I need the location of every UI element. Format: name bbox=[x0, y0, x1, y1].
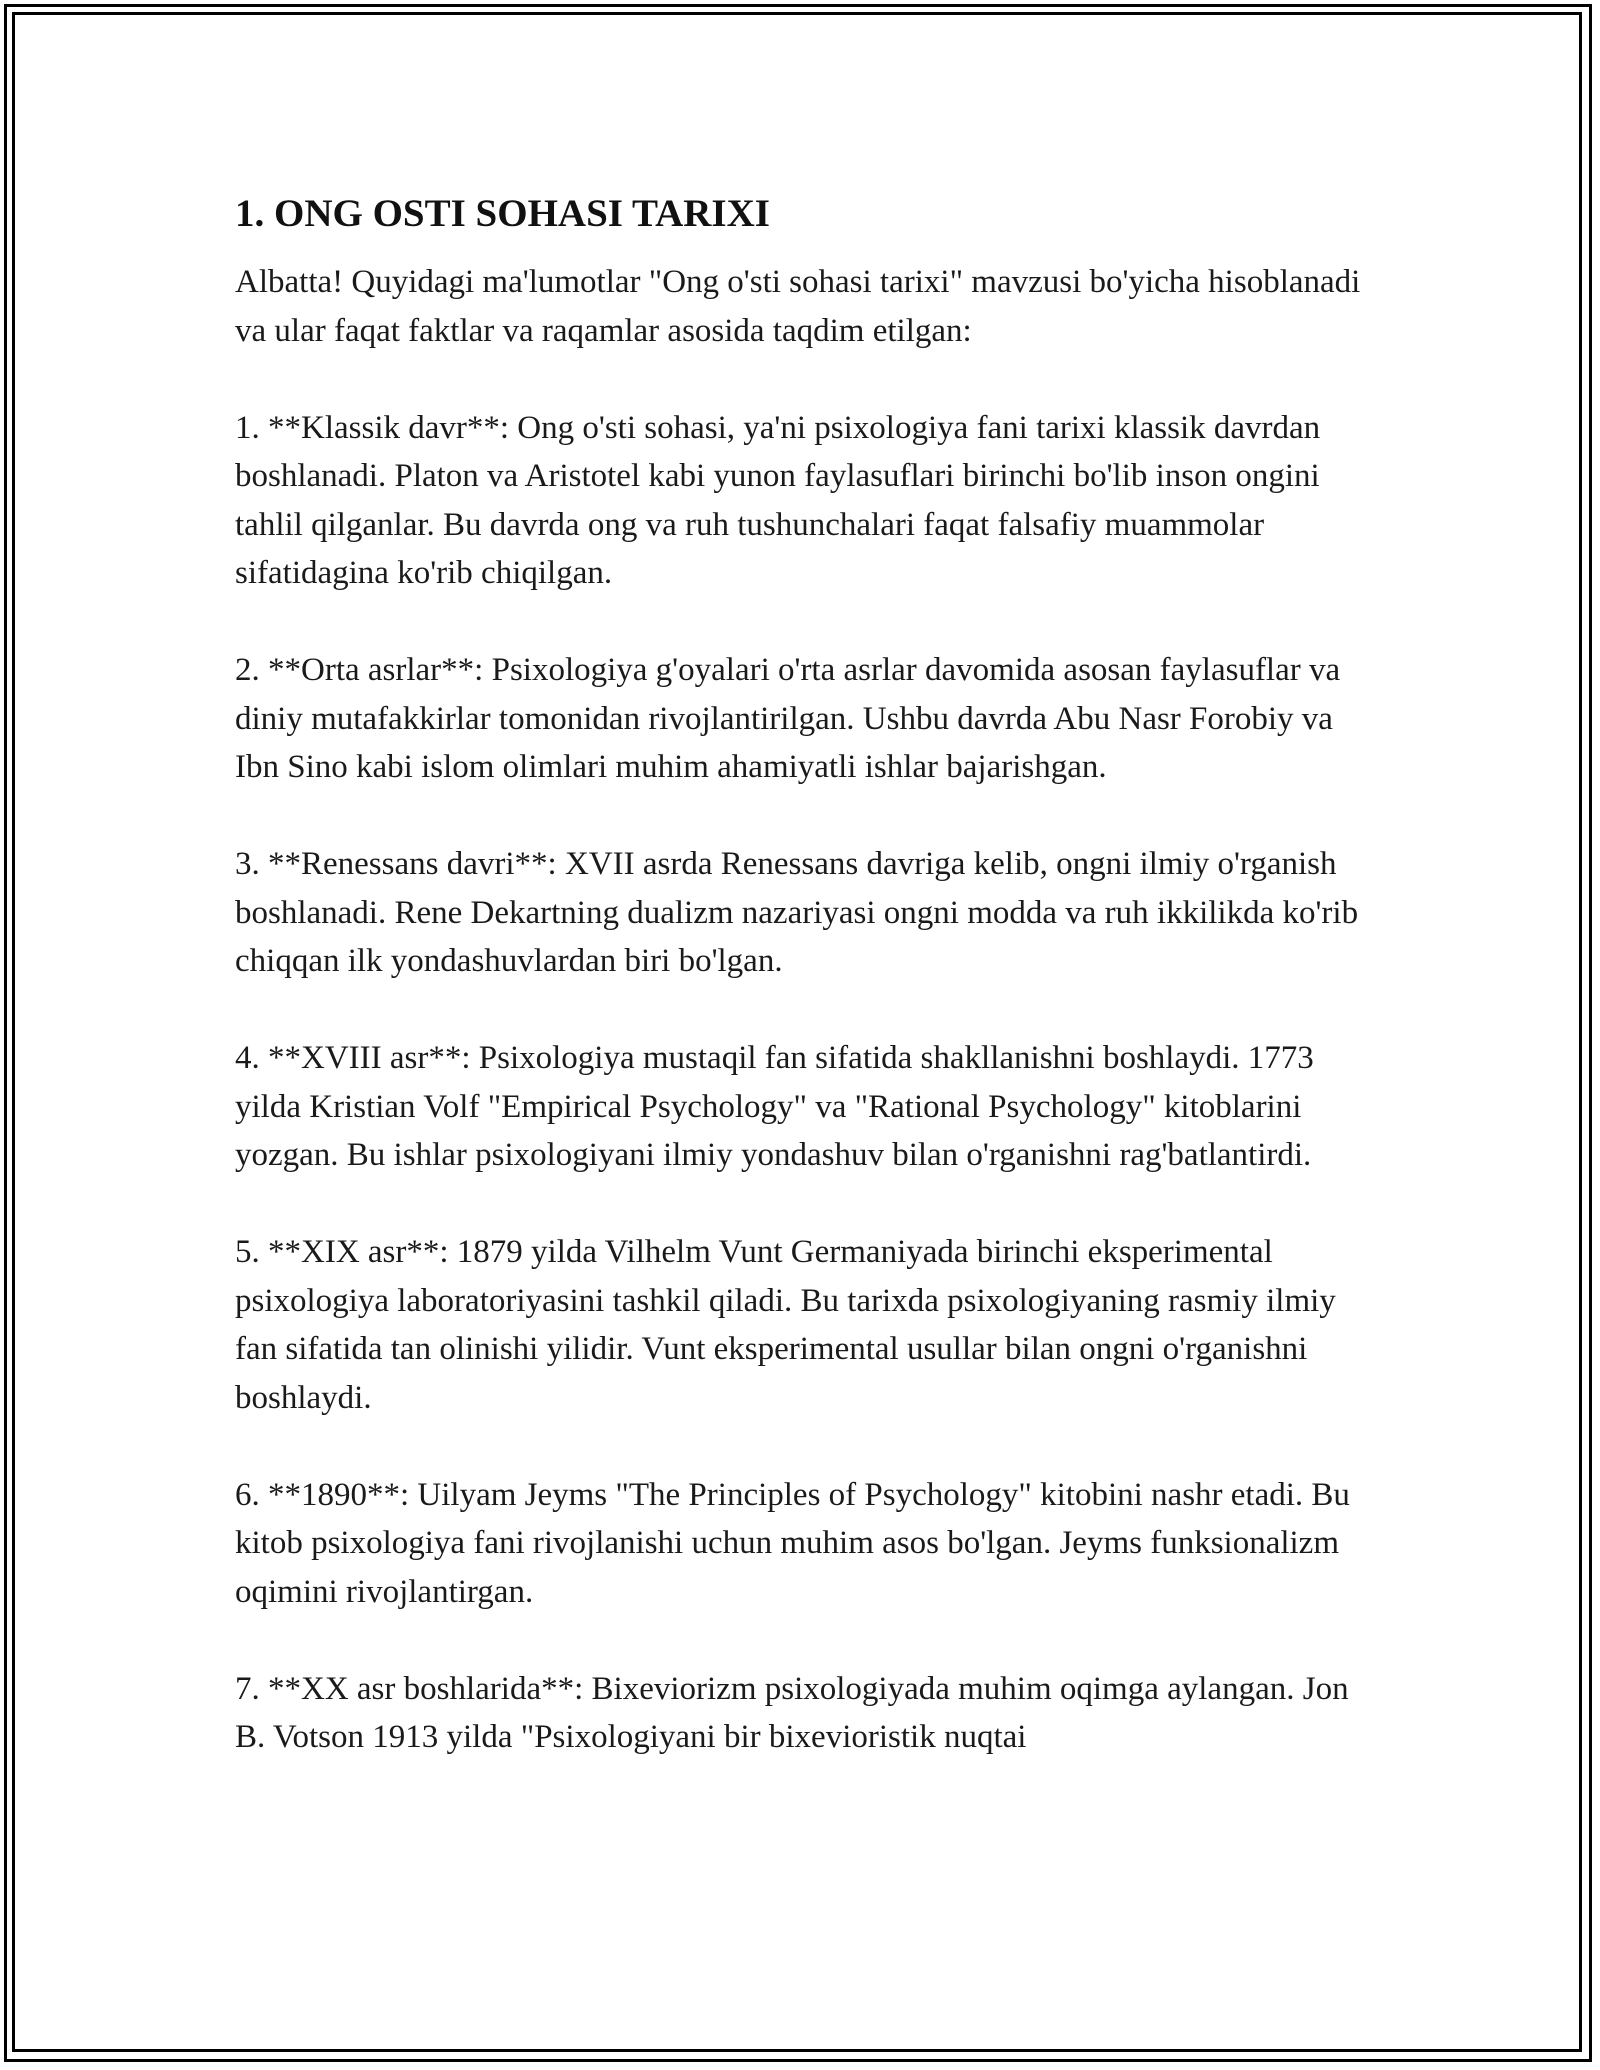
paragraph-xx-asr: 7. **XX asr boshlarida**: Bixeviorizm psixologiyada muhim oqimga aylangan. Jon B. Votson 1913 yilda "Psixologiyani bir bixevioristik nuqtai bbox=[235, 1670, 1349, 1755]
page-title: 1. ONG OSTI SOHASI TARIXI bbox=[235, 192, 770, 235]
paragraph-intro: Albatta! Quyidagi ma'lumotlar "Ong o'sti sohasi tarixi" mavzusi bo'yicha hisoblanadi va ular faqat faktlar va raqamlar asosida taqdim etilgan: bbox=[235, 264, 1361, 349]
paragraph-xix-asr: 5. **XIX asr**: 1879 yilda Vilhelm Vunt Germaniyada birinchi eksperimental psixologiya laboratoriyasini tashkil qiladi. Bu tarixda psixologiyaning rasmiy ilmiy fan sifatida tan olinishi yilidir. Vunt eksperimental usullar bilan ongni o'rganishni boshlaydi. bbox=[235, 1234, 1336, 1416]
paragraph-xviii-asr: 4. **XVIII asr**: Psixologiya mustaqil fan sifatida shakllanishni boshlaydi. 1773 yilda Kristian Volf "Empirical Psychology" va "Rational Psychology" kitoblarini yozgan. Bu ishlar psixologiyani ilmiy yondashuv bilan o'rganishni rag'batlantirdi. bbox=[235, 1040, 1314, 1173]
paragraph-1890: 6. **1890**: Uilyam Jeyms "The Principles of Psychology" kitobini nashr etadi. Bu kitob psixologiya fani rivojlanishi uchun muhim asos bo'lgan. Jeyms funksionalizm oqimini rivojlantirgan. bbox=[235, 1476, 1350, 1610]
paragraph-orta-asrlar: 2. **Orta asrlar**: Psixologiya g'oyalari o'rta asrlar davomida asosan faylasuflar va diniy mutafakkirlar tomonidan rivojlantirilgan. Ushbu davrda Abu Nasr Forobiy va Ibn Sino kabi islom olimlari muhim ahamiyatli ishlar bajarishgan. bbox=[235, 652, 1341, 785]
document-body bbox=[235, 180, 1385, 1810]
paragraph-renessans-davri: 3. **Renessans davri**: XVII asrda Renessans davriga kelib, ongni ilmiy o'rganish boshlanadi. Rene Dekartning dualizm nazariyasi ongni modda va ruh ikkilikda ko'rib chiqqan ilk yondashuvlardan biri bo'lgan. bbox=[235, 846, 1359, 979]
paragraph-klassik-davr: 1. **Klassik davr**: Ong o'sti sohasi, ya'ni psixologiya fani tarixi klassik davrdan boshlanadi. Platon va Aristotel kabi yunon faylasuflari birinchi bo'lib inson ongini tahlil qilganlar. Bu davrda ong va ruh tushunchalari faqat falsafiy muammolar sifatidagina ko'rib chiqilgan. bbox=[235, 409, 1321, 591]
